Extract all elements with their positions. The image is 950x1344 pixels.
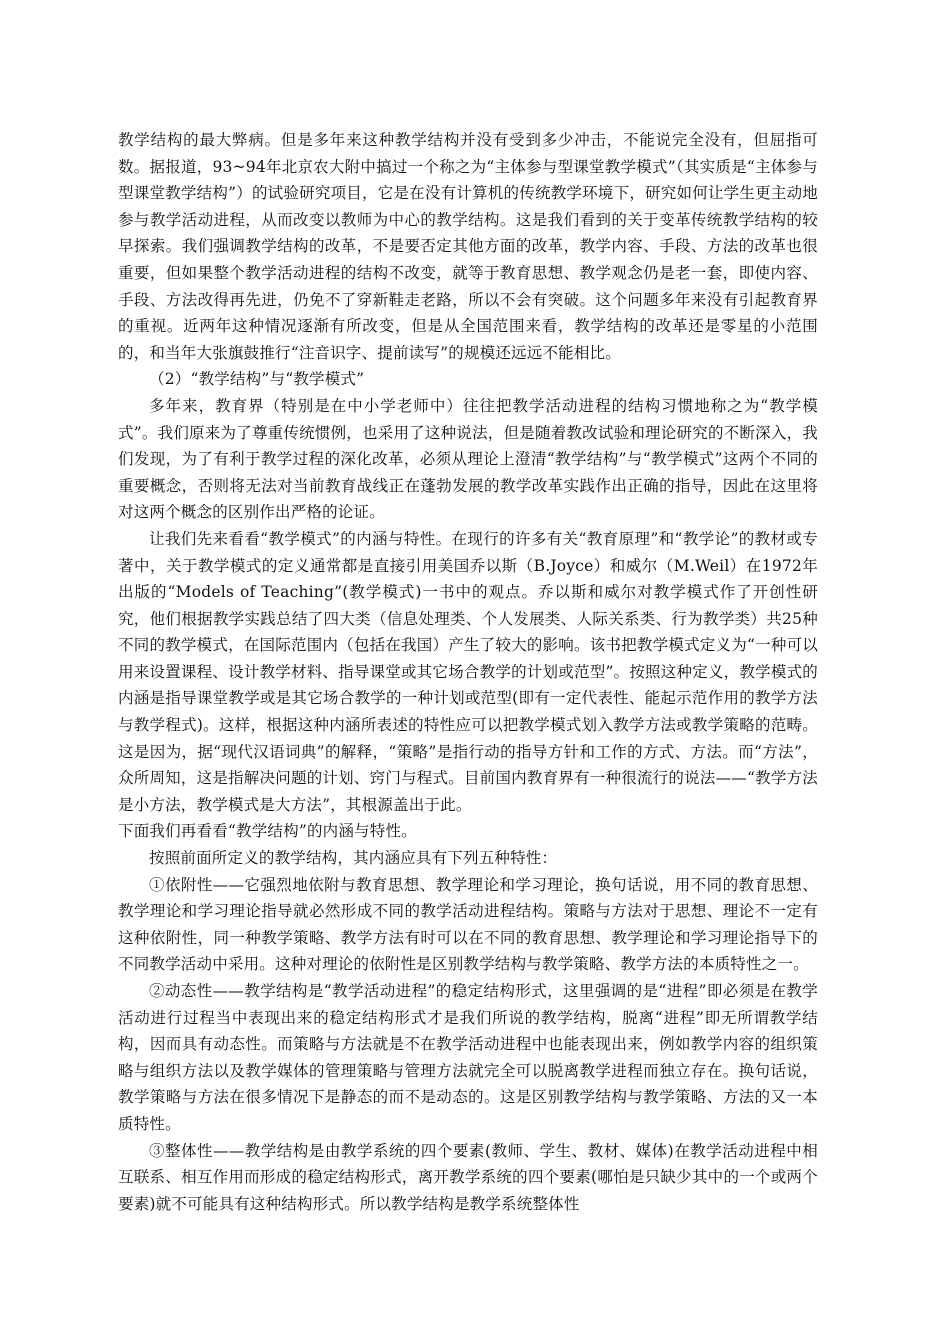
- paragraph: ③整体性——教学结构是由教学系统的四个要素(教师、学生、教材、媒体)在教学活动进程中相互联系、相互作用而形成的稳定结构形式，离开教学系统的四个要素(哪怕是只缺少其中的一个或两个要素)就不可能具有这种结构形式。所以教学结构是教学系统整体性: [118, 1141, 818, 1213]
- paragraph: ①依附性——它强烈地依附与教育思想、教学理论和学习理论，换句话说，用不同的教育思想、教学理论和学习理论指导就必然形成不同的教学活动进程结构。策略与方法对于思想、理论不一定有这种依附性，同一种教学策略、教学方法有时可以在不同的教育思想、教学理论和学习理论指导下的不同教学活动中采用。这种对理论的依附性是区别教学结构与教学策略、教学方法的本质特性之一。: [118, 875, 818, 974]
- paragraph-continuation: 教学结构的最大弊病。但是多年来这种教学结构并没有受到多少冲击，不能说完全没有，但屈指可数。据报道，93~94年北京农大附中搞过一个称之为“主体参与型课堂教学模式”（其实质是“主体参与型课堂教学结构”）的试验研究项目，它是在没有计算机的传统教学环境下，研究如何让学生更主动地参与教学活动进程，从而改变以教师为中心的教学结构。这是我们看到的关于变革传统教学结构的较早探索。我们强调教学结构的改革，不是要否定其他方面的改革，教学内容、手段、方法的改革也很重要，但如果整个教学活动进程的结构不改变，就等于教育思想、教学观念仍是老一套，即使内容、手段、方法改得再先进，仍免不了穿新鞋走老路，所以不会有突破。这个问题多年来没有引起教育界的重视。近两年这种情况逐渐有所改变，但是从全国范围来看，教学结构的改革还是零星的小范围的，和当年大张旗鼓推行“注音识字、提前读写”的规模还远远不能相比。: [118, 131, 818, 362]
- section-heading: （2）“教学结构”与“教学模式”: [149, 370, 365, 389]
- paragraph: ②动态性——教学结构是“教学活动进程”的稳定结构形式，这里强调的是“进程”即必须是在教学活动进行过程当中表现出来的稳定结构形式才是我们所说的教学结构，脱离“进程”即无所谓教学结构，因而具有动态性。而策略与方法就是不在教学活动进程中也能表现出来，例如教学内容的组织策略与组织方法以及教学媒体的管理策略与管理方法就完全可以脱离教学进程而独立存在。换句话说，教学策略与方法在很多情况下是静态的而不是动态的。这是区别教学结构与教学策略、方法的又一本质特性。: [118, 982, 818, 1133]
- document-body: [118, 127, 818, 1217]
- paragraph: 下面我们再看看“教学结构”的内涵与特性。: [118, 822, 417, 841]
- paragraph: 让我们先来看看“教学模式”的内涵与特性。在现行的许多有关“教育原理”和“教学论”的教材或专著中，关于教学模式的定义通常都是直接引用美国乔以斯（B.Joyce）和威尔（M.Weil）在1972年出版的“Models of Teaching”(教学模式)一书中的观点。乔以斯和威尔对教学模式作了开创性研究，他们根据教学实践总结了四大类（信息处理类、个人发展类、人际关系类、行为教学类）共25种不同的教学模式，在国际范围内（包括在我国）产生了较大的影响。该书把教学模式定义为“一种可以用来设置课程、设计教学材料、指导课堂或其它场合教学的计划或范型”。按照这种定义，教学模式的内涵是指导课堂教学或是其它场合教学的一种计划或范型(即有一定代表性、能起示范作用的教学方法与教学程式)。这样，根据这种内涵所表述的特性应可以把教学模式划入教学方法或教学策略的范畴。这是因为，据“现代汉语词典”的解释，“策略”是指行动的指导方针和工作的方式、方法。而“方法”，众所周知，这是指解决问题的计划、窍门与程式。目前国内教育界有一种很流行的说法——“教学方法是小方法，教学模式是大方法”，其根源盖出于此。: [118, 529, 818, 814]
- paragraph: 按照前面所定义的教学结构，其内涵应具有下列五种特性：: [149, 849, 558, 868]
- paragraph: 多年来，教育界（特别是在中小学老师中）往往把教学活动进程的结构习惯地称之为“教学模式”。我们原来为了尊重传统惯例，也采用了这种说法，但是随着教改试验和理论研究的不断深入，我们发现，为了有利于教学过程的深化改革，必须从理论上澄清“教学结构”与“教学模式”这两个不同的重要概念，否则将无法对当前教育战线正在蓬勃发展的教学改革实践作出正确的指导，因此在这里将对这两个概念的区别作出严格的论证。: [118, 396, 818, 522]
